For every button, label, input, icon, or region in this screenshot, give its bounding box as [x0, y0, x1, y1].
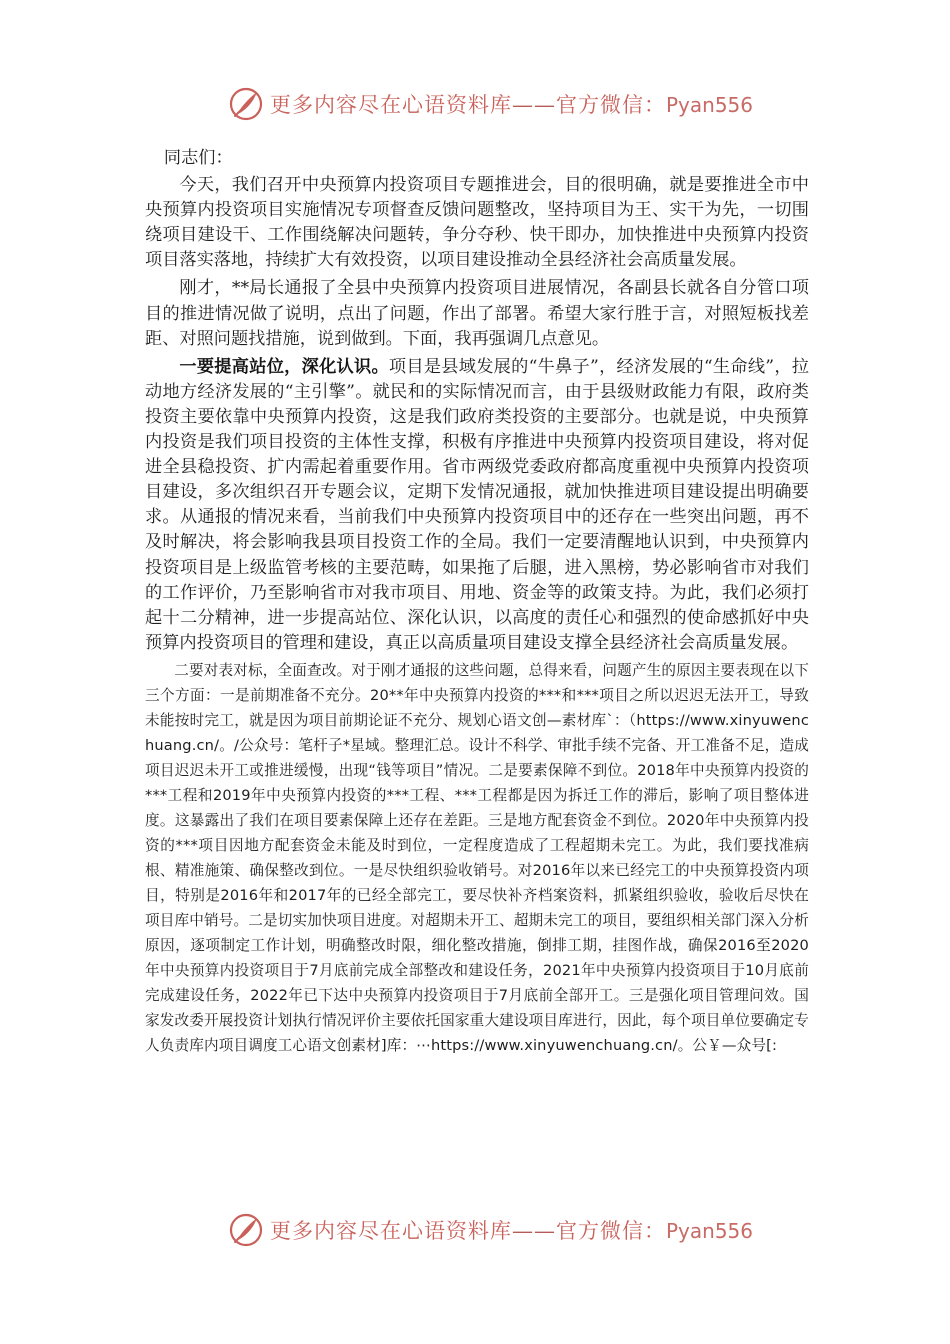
point-one-body: 项目是县域发展的“牛鼻子”，经济发展的“生命线”，拉动地方经济发展的“主引擎”。就民和的实际情况而言，由于县级财政能力有限，政府类投资主要依靠中央预算内投资，这是我们政府类投资的主要部分。也就是说，中央预算内投资是我们项目投资的主体性支撑，积极有序推进中央预算内投资项目建设，将对促进全县稳投资、扩内需起着重要作用。省市两级党委政府都高度重视中央预算内投资项目建设，多次组织召开专题会议，定期下发情况通报，就加快推进项目建设提出明确要求。从通报的情况来看，当前我们中央预算内投资项目中的还存在一些突出问题，再不及时解决，将会影响我县项目投资工作的全局。我们一定要清醒地认识到，中央预算内投资项目是上级监管考核的主要范畴，如果拖了后腿，进入黑榜，势必影响省市对我们的工作评价，乃至影响省市对我市项目、用地、资金等的政策支持。为此，我们必须打起十二分精神，进一步提高站位、深化认识，以高度的责任心和强烈的使命感抓好中央预算内投资项目的管理和建设，真正以高质量项目建设支撑全县经济社会高质量发展。 [145, 356, 809, 653]
header-watermark-banner [228, 86, 753, 122]
footer-watermark-banner [228, 1212, 753, 1248]
paragraph-briefing: 刚才，**局长通报了全县中央预算内投资项目进展情况，各副县长就各自分管口项目的推进情况做了说明，点出了问题，作出了部署。希望大家行胜于言，对照短板找差距、对照问题找措施，说到做到。下面，我再强调几点意见。 [145, 278, 809, 349]
quill-pen-logo-icon [228, 86, 264, 122]
salutation: 同志们： [163, 148, 233, 168]
footer-banner-text: 更多内容尽在心语资料库——官方微信：Pyan556 [270, 1219, 754, 1243]
header-banner-text: 更多内容尽在心语资料库——官方微信：Pyan556 [270, 93, 754, 117]
point-one-heading: 一要提高站位，深化认识。 [179, 356, 389, 377]
paragraph-point-two: 二要对表对标，全面查改。对于刚才通报的这些问题，总得来看，问题产生的原因主要表现在以下三个方面：一是前期准备不充分。20**年中央预算内投资的***和***项目之所以迟迟无法开工，导致未能按时完工，就是因为项目前期论证不充分、规划心语文创—素材库`：（https://www.xinyuwenchuang.cn/。/公众号：笔杆子*星域。整理汇总。设计不科学、审批手续不完备、开工准备不足，造成项目迟迟未开工或推进缓慢，出现“钱等项目”情况。二是要素保障不到位。2018年中央预算内投资的***工程和2019年中央预算内投资的***工程、***工程都是因为拆迁工作的滞后，影响了项目整体进度。这暴露出了我们在项目要素保障上还存在差距。三是地方配套资金不到位。2020年中央预算内投资的***项目因地方配套资金未能及时到位，一定程度造成了工程超期未完工。为此，我们要找准病根、精准施策、确保整改到位。一是尽快组织验收销号。对2016年以来已经完工的中央预算投资内项目，特别是2016年和2017年的已经全部完工，要尽快补齐档案资料，抓紧组织验收，验收后尽快在项目库中销号。二是切实加快项目进度。对超期未开工、超期未完工的项目，要组织相关部门深入分析原因，逐项制定工作计划，明确整改时限，细化整改措施，倒排工期，挂图作战，确保2016至2020年中央预算内投资项目于7月底前完成全部整改和建设任务，2021年中央预算内投资项目于10月底前完成建设任务，2022年已下达中央预算内投资项目于7月底前全部开工。三是强化项目管理问效。国家发改委开展投资计划执行情况评价主要依托国家重大建设项目库进行，因此，每个项目单位要确定专人负责库内项目调度工心语文创素材]库：⋯https://www.xinyuwenchuang.cn/。公￥—众号[: [145, 661, 809, 1054]
paragraph-opening: 今天，我们召开中央预算内投资项目专题推进会，目的很明确，就是要推进全市中央预算内投资项目实施情况专项督查反馈问题整改，坚持项目为王、实干为先，一切围绕项目建设干、工作围绕解决问题转，争分夺秒、快干即办，加快推进中央预算内投资项目落实落地，持续扩大有效投资，以项目建设推动全县经济社会高质量发展。 [145, 175, 809, 271]
document-body [145, 146, 809, 1058]
quill-pen-logo-icon [228, 1212, 264, 1248]
paragraph-point-one [145, 355, 809, 656]
